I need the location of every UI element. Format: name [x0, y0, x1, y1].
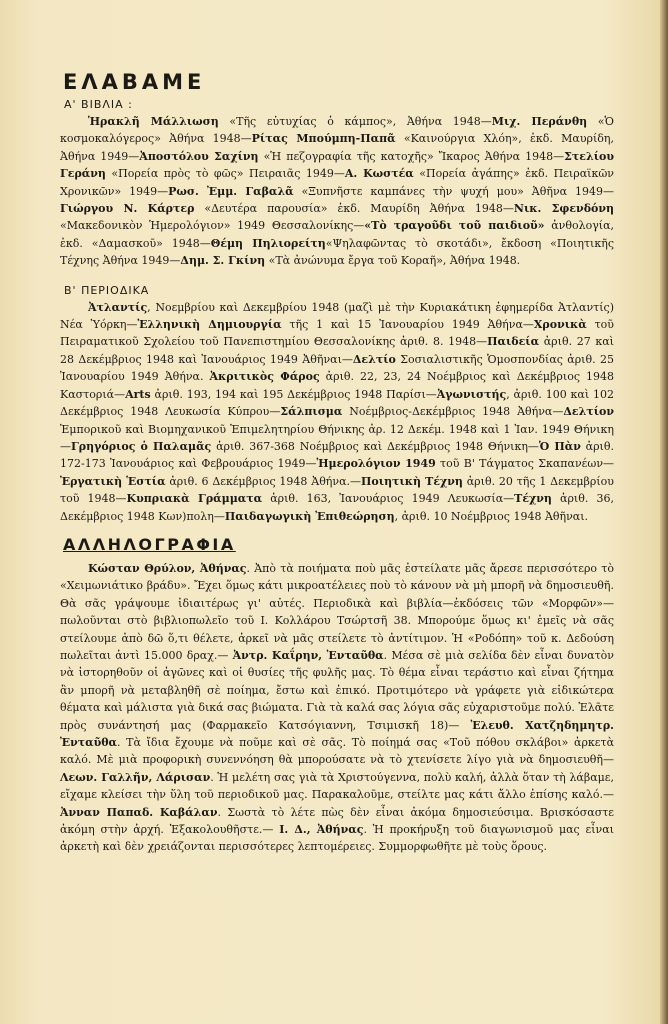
entry-text: , ἀριθ. 100 καὶ 102 Δεκέμβριος 1948 Λευκωσία Κύπρου— — [60, 387, 615, 419]
bold-entry: Παιδαγωγικὴ Ἐπιθεώρηση — [224, 509, 395, 523]
periodicals-subheading: Β' ΠΕΡΙΟΔΙΚΑ — [64, 283, 150, 297]
bold-entry: Ὁ Πὰν — [538, 439, 581, 453]
entry-text: . Σωστὰ τὸ λέτε πὼς δὲν εἶναι ἀκόμα δημοσιεύσιμα. Βρισκόσαστε ἀκόμη στὴν ἀρχή. Ἐξακολουθῆστε.— — [60, 805, 614, 837]
entry-text: «Πορεία ἀγάπης» ἐκδ. Πειραϊκῶν Χρονικῶν» 1949— — [60, 167, 614, 198]
bold-entry: Λεων. Γαλλῆν, Λάρισαν — [60, 770, 211, 784]
bold-entry: Ἑλληνικὴ Δημιουργία — [137, 318, 282, 332]
entry-text: . Ἡ μελέτη σας γιὰ τὰ Χριστούγεννα, πολὺ καλή, ἀλλὰ ὅταν τὴ λάβαμε, εἴχαμε κλείσει τὴν ὕλη τοῦ περιοδικοῦ μας. Παρακαλοῦμε, στείλτε μας κάτι ἄλλο ἐπίσης καλό.— — [60, 770, 614, 802]
entry-text: «Ἡ πεζογραφία τῆς κατοχῆς» Ἴκαρος Ἀθήνα 1948— — [258, 149, 565, 163]
bold-entry: Δελτίο — [352, 352, 396, 366]
bold-entry: Δημ. Σ. Γκίνη — [180, 254, 266, 268]
bold-entry: Ἀντρ. Καΐρην, Ἐνταῦθα — [232, 648, 384, 662]
entry-text: «Ξυπνῆστε καμπάνες τὴν ψυχή μου» Ἀθῆνα 1949— — [293, 184, 614, 198]
bold-entry: Κώσταν Θρύλον, Ἀθήνας — [88, 561, 247, 575]
bold-entry: Στελίου Γεράνη — [60, 149, 614, 181]
entry-text: ἀριθ. 36, Δεκέμβριος 1948 Κων)πολη— — [60, 492, 614, 523]
entry-text: τῆς 1 καὶ 15 Ἰανουαρίου 1949 Ἀθήνα— — [281, 318, 534, 332]
bold-entry: Δελτίον — [563, 405, 614, 419]
periodicals-list — [60, 299, 614, 525]
received-heading: ΕΛΑΒΑΜΕ — [63, 70, 206, 94]
entry-text: , Νοεμβρίου καὶ Δεκεμβρίου 1948 (μαζὶ μὲ τὴν Κυριακάτικη ἐφημερίδα Ἀτλαντίς) Νέα Ὑόρκη— — [60, 300, 614, 332]
bold-entry: Α. Κωστέα — [344, 167, 414, 181]
entry-text: ἀριθ. 172-173 Ἰανουάριος καὶ Φεβρουάριος 1949— — [60, 439, 614, 471]
entry-text: . Ἀπὸ τὰ ποιήματα ποὺ μᾶς ἐστείλατε μᾶς ἄρεσε περισσότερο τὸ «Χειμωνιάτικο βράδυ». Ἔχει ὅμως κάτι μικροατέλειες ποὺ τὸ κάνουν νὰ μὴ μπορῆ νὰ δημοσιευθῆ. Θὰ σᾶς γράψουμε ἰδιαιτέρως γι' αὐτές. Περιοδικὰ καὶ βιβλία—ἐκδόσεις τῶν «Μορφῶν»—πωλοῦνται στὸ βιβλιοπωλεῖο τοῦ Ι. Κολλάρου Τσώρτσῆ 38. Μπορούμε ὅμως κι' ἐμεῖς νὰ σᾶς στείλουμε ἀπὸ δῶ ὅ,τι θέλετε, ἀρκεῖ νὰ μᾶς στείλετε τὸ ἀντίτιμον. Ἡ «Ροδόπη» τοῦ κ. Δεδούση πωλεῖται ἀντὶ 15.000 δραχ.— — [60, 561, 614, 662]
bold-entry: Γρηγόριος ὁ Παλαμᾶς — [71, 439, 212, 453]
entry-text: «Ψηλαφῶντας τὸ σκοτάδι», ἔκδοση «Ποιητικῆς Τέχνης Ἀθήνα 1949— — [60, 236, 614, 268]
entry-text: ἀριθ. 27 καὶ 28 Δεκέμβριος 1948 καὶ Ἰανουάριος 1949 Ἀθῆναι— — [60, 335, 614, 366]
entry-text: «Δευτέρα παρουσία» ἐκδ. Μαυρίδη Ἀθήνα 1948— — [194, 202, 514, 216]
entry-text: . Ἡ προκήρυξη τοῦ διαγωνισμοῦ μας εἶναι ἀρκετὴ καὶ δὲν χρειάζονται περισσότερες λεπτομέρειες. Συμμορφωθῆτε μὲ τοὺς ὅρους. — [60, 823, 614, 854]
entry-text: τοῦ Πειραματικοῦ Σχολείου τοῦ Πανεπιστημίου Θεσσαλονίκης ἀριθ. 8. 1948— — [60, 318, 614, 349]
bold-entry: Ρίτας Μπούμπη-Παπᾶ — [251, 132, 396, 146]
entry-text: . Μέσα σὲ μιὰ σελίδα δὲν εἶναι δυνατὸν νὰ ἱστορηθοῦν οἱ ἀγῶνες καὶ οἱ θυσίες τῆς φυλῆς μας. Τὸ θέμα εἶναι τεράστιο καὶ εἶναι ζήτημα ἂν μπορῆ νὰ μεταβληθῆ σὲ ποίημα, ἔστω καὶ ἐπικό. Προτιμότερο νὰ γράφετε γιὰ εἰδικώτερα θέματα καὶ μάλιστα γιὰ δικά σας βιώματα. Γιὰ τὰ καλά σας λόγια σᾶς εὐχαριστοῦμε πολύ. Ἐλᾶτε πρὸς συνάντησή μας (Φαρμακεῖο Κατσόγιαννη, Τσιμισκῆ 18)— — [60, 648, 614, 732]
bold-entry: Ἀνναν Παπαδ. Καβάλαν — [60, 805, 218, 819]
bold-entry: Ι. Δ., Ἀθήνας — [279, 823, 364, 837]
bold-entry: Ποιητικὴ Τέχνη — [361, 474, 463, 488]
bold-entry: Μιχ. Περάνθη — [491, 115, 588, 128]
bold-entry: Ρωσ. Ἐμμ. Γαβαλᾶ — [168, 184, 294, 198]
entry-text: «Μακεδονικὸν Ἡμερολόγιον» 1949 Θεσσαλονίκης— — [60, 219, 365, 233]
bold-entry: Τέχνη — [514, 492, 552, 506]
entry-text: ἀριθ. 6 Δεκέμβριος 1948 Ἀθήνα.— — [165, 474, 362, 488]
bold-entry: Παιδεία — [487, 335, 540, 349]
bold-entry: Χρονικὰ — [533, 318, 587, 332]
entry-text: Σοσιαλιστικῆς Ὁμοσπονδίας ἀριθ. 25 Ἰανουαρίου 1949 Ἀθήνα. — [60, 352, 614, 384]
bold-entry: Ἀγωνιστής — [436, 387, 507, 401]
bold-entry: Ἡμερολόγιον 1949 — [316, 457, 436, 471]
page-edge-shadow — [660, 0, 668, 1024]
books-subheading: Α' ΒΙΒΛΙΑ : — [64, 98, 133, 111]
entry-text: ἀριθ. 22, 23, 24 Νοέμβριος καὶ Δεκέμβριος 1948 Καστοριά— — [60, 370, 614, 401]
entry-text: «Καινούργια Χλόη», ἐκδ. Μαυρίδη, Ἀθήνα 1949— — [60, 132, 614, 163]
entry-text: ἀριθ. 367-368 Νοέμβριος καὶ Δεκέμβριος 1948 Θήνικη— — [211, 439, 539, 453]
entry-text: τοῦ Β' Τάγματος Σκαπανέων— — [435, 457, 615, 471]
entry-text: «Πορεία πρὸς τὸ φῶς» Πειραιᾶς 1949— — [105, 167, 345, 181]
entry-text: ἀνθολογία, ἐκδ. «Δαμασκοῦ» 1948— — [60, 219, 615, 250]
bold-entry: Ἐλευθ. Χατζηδημητρ. Ἐνταῦθα — [60, 718, 614, 749]
bold-entry: Ἡρακλῆ Μάλλιωση — [88, 115, 219, 128]
bold-entry: Ἀκριτικὸς Φάρος — [209, 370, 320, 384]
correspondence-heading: ΑΛΛΗΛΟΓΡΑΦΙΑ — [63, 534, 236, 554]
entry-text: ἀριθ. 163, Ἰανουάριος 1949 Λευκωσία— — [262, 492, 515, 506]
entry-text: . Τὰ ἴδια ἔχουμε νὰ ποῦμε καὶ σὲ σᾶς. Τὸ ποίημά σας «Τοῦ πόθου σκλάβοι» ἀρκετὰ καλό. Μὲ μιὰ προφορικὴ συνεννόηση θὰ μπορούσατε νὰ τὸ χτενίσετε λίγο γιὰ νὰ δημοσιευθῆ— — [60, 736, 614, 767]
bold-entry: «Τὸ τραγοῦδι τοῦ παιδιοῦ» — [364, 219, 545, 233]
entry-text: ἀριθ. 193, 194 καὶ 195 Δεκέμβριος 1948 Παρίσι— — [150, 387, 437, 401]
bold-entry: Σάλπισμα — [280, 405, 343, 419]
bold-entry: Γιώργου Ν. Κάρτερ — [60, 202, 195, 216]
entry-text: «Ὁ κοσμοκαλόγερος» Ἀθήνα 1948— — [60, 115, 614, 146]
entry-text: Ἐμπορικοῦ καὶ Βιομηχανικοῦ Ἐπιμελητηρίου Θήνικης ἀρ. 12 Δεκέμ. 1948 καὶ 1 Ἰαν. 1949 Θήνικη— — [60, 422, 614, 453]
entry-text: «Τὰ ἀνώνυμα ἔργα τοῦ Κοραῆ», Ἀθήνα 1948. — [265, 254, 521, 268]
bold-entry: Arts — [125, 387, 151, 401]
bold-entry: Ἐργατικὴ Ἑστία — [60, 474, 166, 488]
entry-text: Νοέμβριος-Δεκέμβριος 1948 Ἀθήνα— — [342, 405, 564, 419]
books-list — [60, 113, 614, 270]
bold-entry: Νικ. Σφενδόνη — [513, 202, 614, 216]
correspondence-text — [60, 560, 614, 856]
bold-entry: Κυπριακὰ Γράμματα — [126, 492, 263, 506]
bold-entry: Θέμη Πηλιορείτη — [210, 236, 326, 250]
bold-entry: Ἀποστόλου Σαχίνη — [139, 149, 259, 163]
bold-entry: Ἀτλαντίς — [88, 300, 148, 314]
entry-text: , ἀριθ. 10 Νοέμβριος 1948 Ἀθῆναι. — [394, 509, 589, 523]
entry-text: ἀριθ. 20 τῆς 1 Δεκεμβρίου τοῦ 1948— — [60, 474, 614, 506]
entry-text: «Τῆς εὐτυχίας ὁ κάμπος», Ἀθήνα 1948— — [218, 115, 492, 128]
